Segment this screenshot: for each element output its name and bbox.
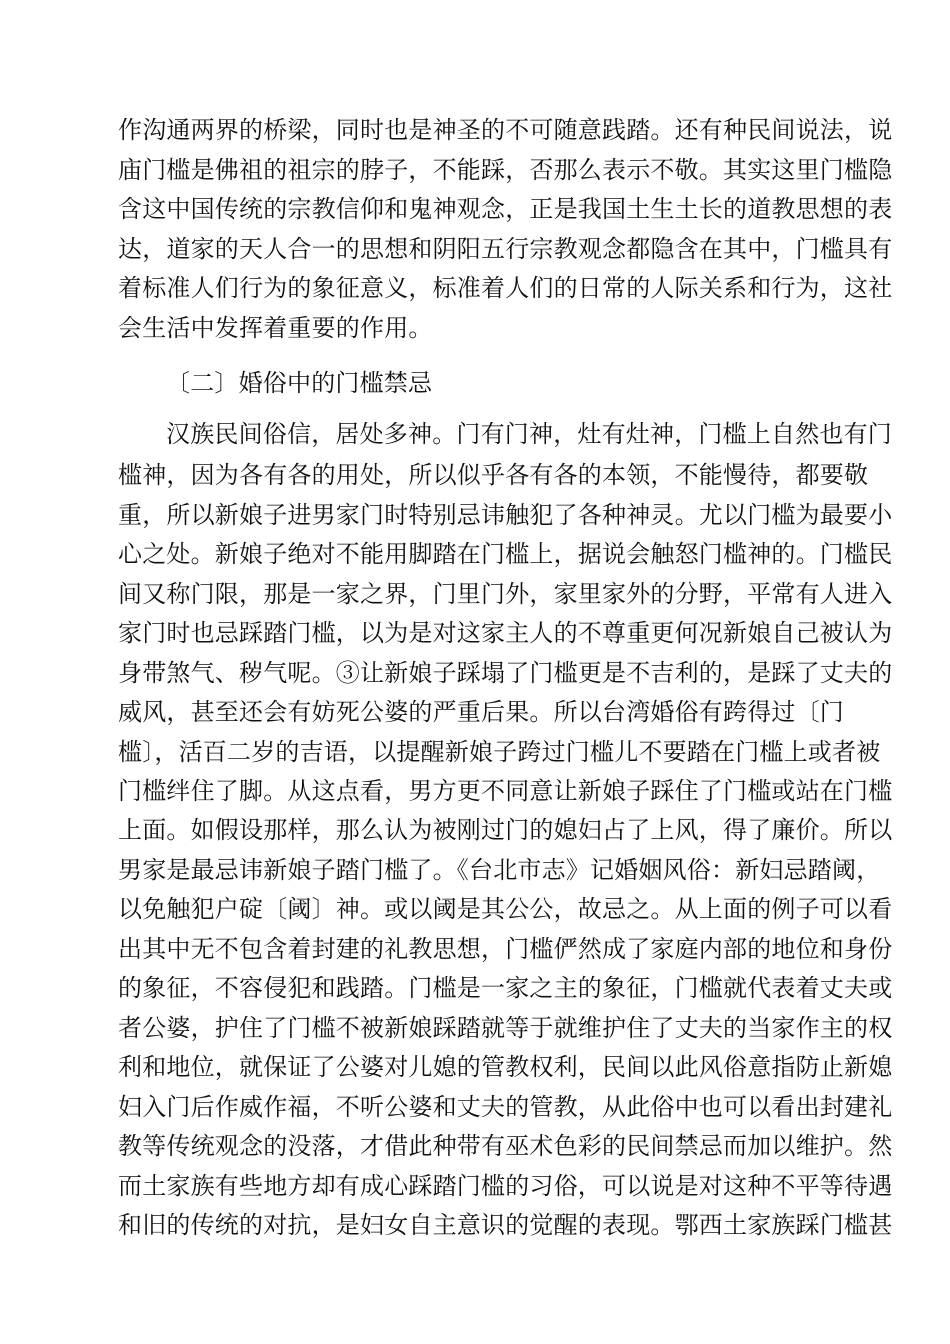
text-line: 心之处。新娘子绝对不能用脚踏在门槛上，据说会触怒门槛神的。门槛民 xyxy=(118,540,893,568)
text-line: 作沟通两界的桥梁，同时也是神圣的不可随意践踏。还有种民间说法，说 xyxy=(118,116,893,144)
text-line: 的象征，不容侵犯和践踏。门槛是一家之主的象征，门槛就代表着丈夫或 xyxy=(118,974,893,1002)
text-line: 利和地位，就保证了公婆对儿媳的管教权利，民间以此风俗意指防止新媳 xyxy=(118,1053,893,1081)
text-line: 者公婆，护住了门槛不被新娘踩踏就等于就维护住了丈夫的当家作主的权 xyxy=(118,1014,893,1042)
text-line: 而土家族有些地方却有成心踩踏门槛的习俗，可以说是对这种不平等待遇 xyxy=(118,1172,893,1200)
text-line: 槛神，因为各有各的用处，所以似乎各有各的本领，不能慢待，都要敬 xyxy=(118,461,869,489)
text-line: 汉族民间俗信，居处多神。门有门神，灶有灶神，门槛上自然也有门 xyxy=(166,420,892,448)
text-line: 男家是最忌讳新娘子踏门槛了。《台北市志》记婚姻风俗：新妇忌踏阈， xyxy=(118,856,881,884)
text-line: 妇入门后作威作福，不听公婆和丈夫的管教，从此俗中也可以看出封建礼 xyxy=(118,1093,893,1121)
text-line: 庙门槛是佛祖的祖宗的脖子，不能踩，否那么表示不敬。其实这里门槛隐 xyxy=(118,156,893,184)
text-line: 会生活中发挥着重要的作用。 xyxy=(118,314,433,342)
text-line: 家门时也忌踩踏门槛，以为是对这家主人的不尊重更何况新娘自己被认为 xyxy=(118,619,893,647)
section-heading: 〔二〕婚俗中的门槛禁忌 xyxy=(166,369,433,397)
text-line: 出其中无不包含着封建的礼教思想，门槛俨然成了家庭内部的地位和身份 xyxy=(118,935,893,963)
text-line: 间又称门限，那是一家之界，门里门外，家里家外的分野，平常有人进入 xyxy=(118,580,893,608)
text-line: 槛〕，活百二岁的吉语，以提醒新娘子跨过门槛儿不要踏在门槛上或者被 xyxy=(118,738,881,766)
text-line: 以免触犯户碇〔阈〕神。或以阈是其公公，故忌之。从上面的例子可以看 xyxy=(118,895,893,923)
text-line: 含这中国传统的宗教信仰和鬼神观念，正是我国土生土长的道教思想的表 xyxy=(118,195,893,223)
text-line: 威风，甚至还会有妨死公婆的严重后果。所以台湾婚俗有跨得过〔门 xyxy=(118,698,844,726)
text-line: 着标准人们行为的象征意义，标准着人们的日常的人际关系和行为，这社 xyxy=(118,274,893,302)
text-line: 重，所以新娘子进男家门时特别忌讳触犯了各种神灵。尤以门槛为最要小 xyxy=(118,501,893,529)
text-line: 达，道家的天人合一的思想和阴阳五行宗教观念都隐含在其中，门槛具有 xyxy=(118,235,893,263)
text-line: 门槛绊住了脚。从这点看，男方更不同意让新娘子踩住了门槛或站在门槛 xyxy=(118,777,893,805)
text-line: 上面。如假设那样，那么认为被刚过门的媳妇占了上风，得了廉价。所以 xyxy=(118,816,893,844)
text-line: 和旧的传统的对抗，是妇女自主意识的觉醒的表现。鄂西土家族踩门槛甚 xyxy=(118,1211,893,1239)
text-line: 教等传统观念的没落，才借此种带有巫术色彩的民间禁忌而加以维护。然 xyxy=(118,1132,893,1160)
text-line: 身带煞气、秽气呢。③让新娘子踩塌了门槛更是不吉利的，是踩了丈夫的 xyxy=(118,659,893,687)
